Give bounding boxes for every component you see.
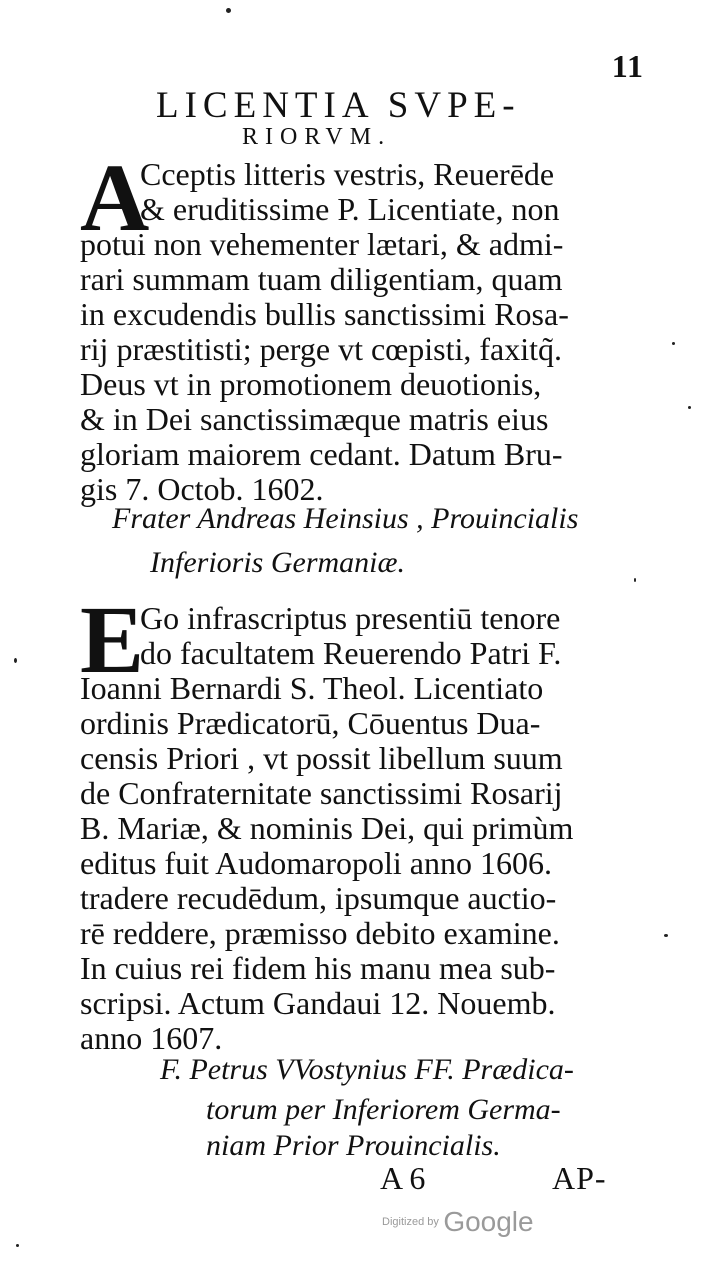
drop-cap-e: E [80, 586, 145, 693]
drop-cap-a: A [80, 144, 150, 251]
text-line: Deus vt in promotionem deuotionis, [80, 366, 542, 402]
text-line: rē reddere, præmisso debito examine. [80, 915, 560, 951]
ink-speck [664, 934, 668, 937]
signature-wostynius-line-1: F. Petrus VVostynius FF. Prædica- [160, 1053, 574, 1086]
ink-speck [672, 342, 675, 345]
text-line: editus fuit Audomaropoli anno 1606. [80, 845, 552, 881]
text-line: B. Mariæ, & nominis Dei, qui primùm [80, 810, 574, 846]
heading-line-2: RIORVM. [242, 124, 392, 150]
approval-letter-2 [80, 601, 640, 1056]
text-line: Go infrascriptus presentiū tenore [140, 600, 561, 636]
text-line: censis Priori , vt possit libellum suum [80, 740, 563, 776]
text-line: ordinis Prædicatorū, Cōuentus Dua- [80, 705, 541, 741]
ink-speck [226, 8, 231, 13]
ink-speck [634, 578, 636, 582]
signature-heinsius-line-2: Inferioris Germaniæ. [150, 546, 405, 579]
signature-wostynius-line-2: torum per Inferiorem Germa- [206, 1093, 561, 1126]
signature-wostynius-line-3: niam Prior Prouincialis. [206, 1129, 501, 1162]
text-line: do facultatem Reuerendo Patri F. [140, 635, 562, 671]
text-line: rij præstitisti; perge vt cœpisti, faxitq̃. [80, 331, 563, 367]
text-line: scripsi. Actum Gandaui 12. Nouemb. [80, 985, 556, 1021]
google-logo: Google [443, 1206, 534, 1237]
text-line: Ioanni Bernardi S. Theol. Licentiato [80, 670, 544, 706]
catchword: AP- [552, 1160, 607, 1196]
ink-speck [16, 1244, 19, 1247]
text-line: rari summam tuam diligentiam, quam [80, 261, 563, 297]
text-line: in excudendis bullis sanctissimi Rosa- [80, 296, 569, 332]
ink-speck [14, 658, 17, 663]
text-line: In cuius rei fidem his manu mea sub- [80, 950, 556, 986]
heading-line-1: LICENTIA SVPE- [156, 85, 521, 126]
approval-letter-1 [80, 144, 640, 507]
text-line: Cceptis litteris vestris, Reuerēde [140, 156, 555, 192]
text-line: potui non vehementer lætari, & admi- [80, 226, 564, 262]
text-line: gis 7. Octob. 1602. [80, 471, 324, 507]
ink-speck [688, 406, 691, 409]
digitization-watermark [382, 1206, 534, 1238]
text-line: tradere recudēdum, ipsumque auctio- [80, 880, 557, 916]
text-line: & eruditissime P. Licentiate, non [140, 191, 560, 227]
text-line: & in Dei sanctissimæque matris eius [80, 401, 549, 437]
watermark-prefix: Digitized by [382, 1216, 439, 1228]
signature-mark: A 6 [380, 1160, 426, 1196]
signature-heinsius-line-1: Frater Andreas Heinsius , Prouincialis [112, 502, 579, 535]
text-line: de Confraternitate sanctissimi Rosarij [80, 775, 563, 811]
text-line: gloriam maiorem cedant. Datum Bru- [80, 436, 563, 472]
page-number: 11 [611, 48, 644, 84]
text-line: anno 1607. [80, 1020, 223, 1056]
